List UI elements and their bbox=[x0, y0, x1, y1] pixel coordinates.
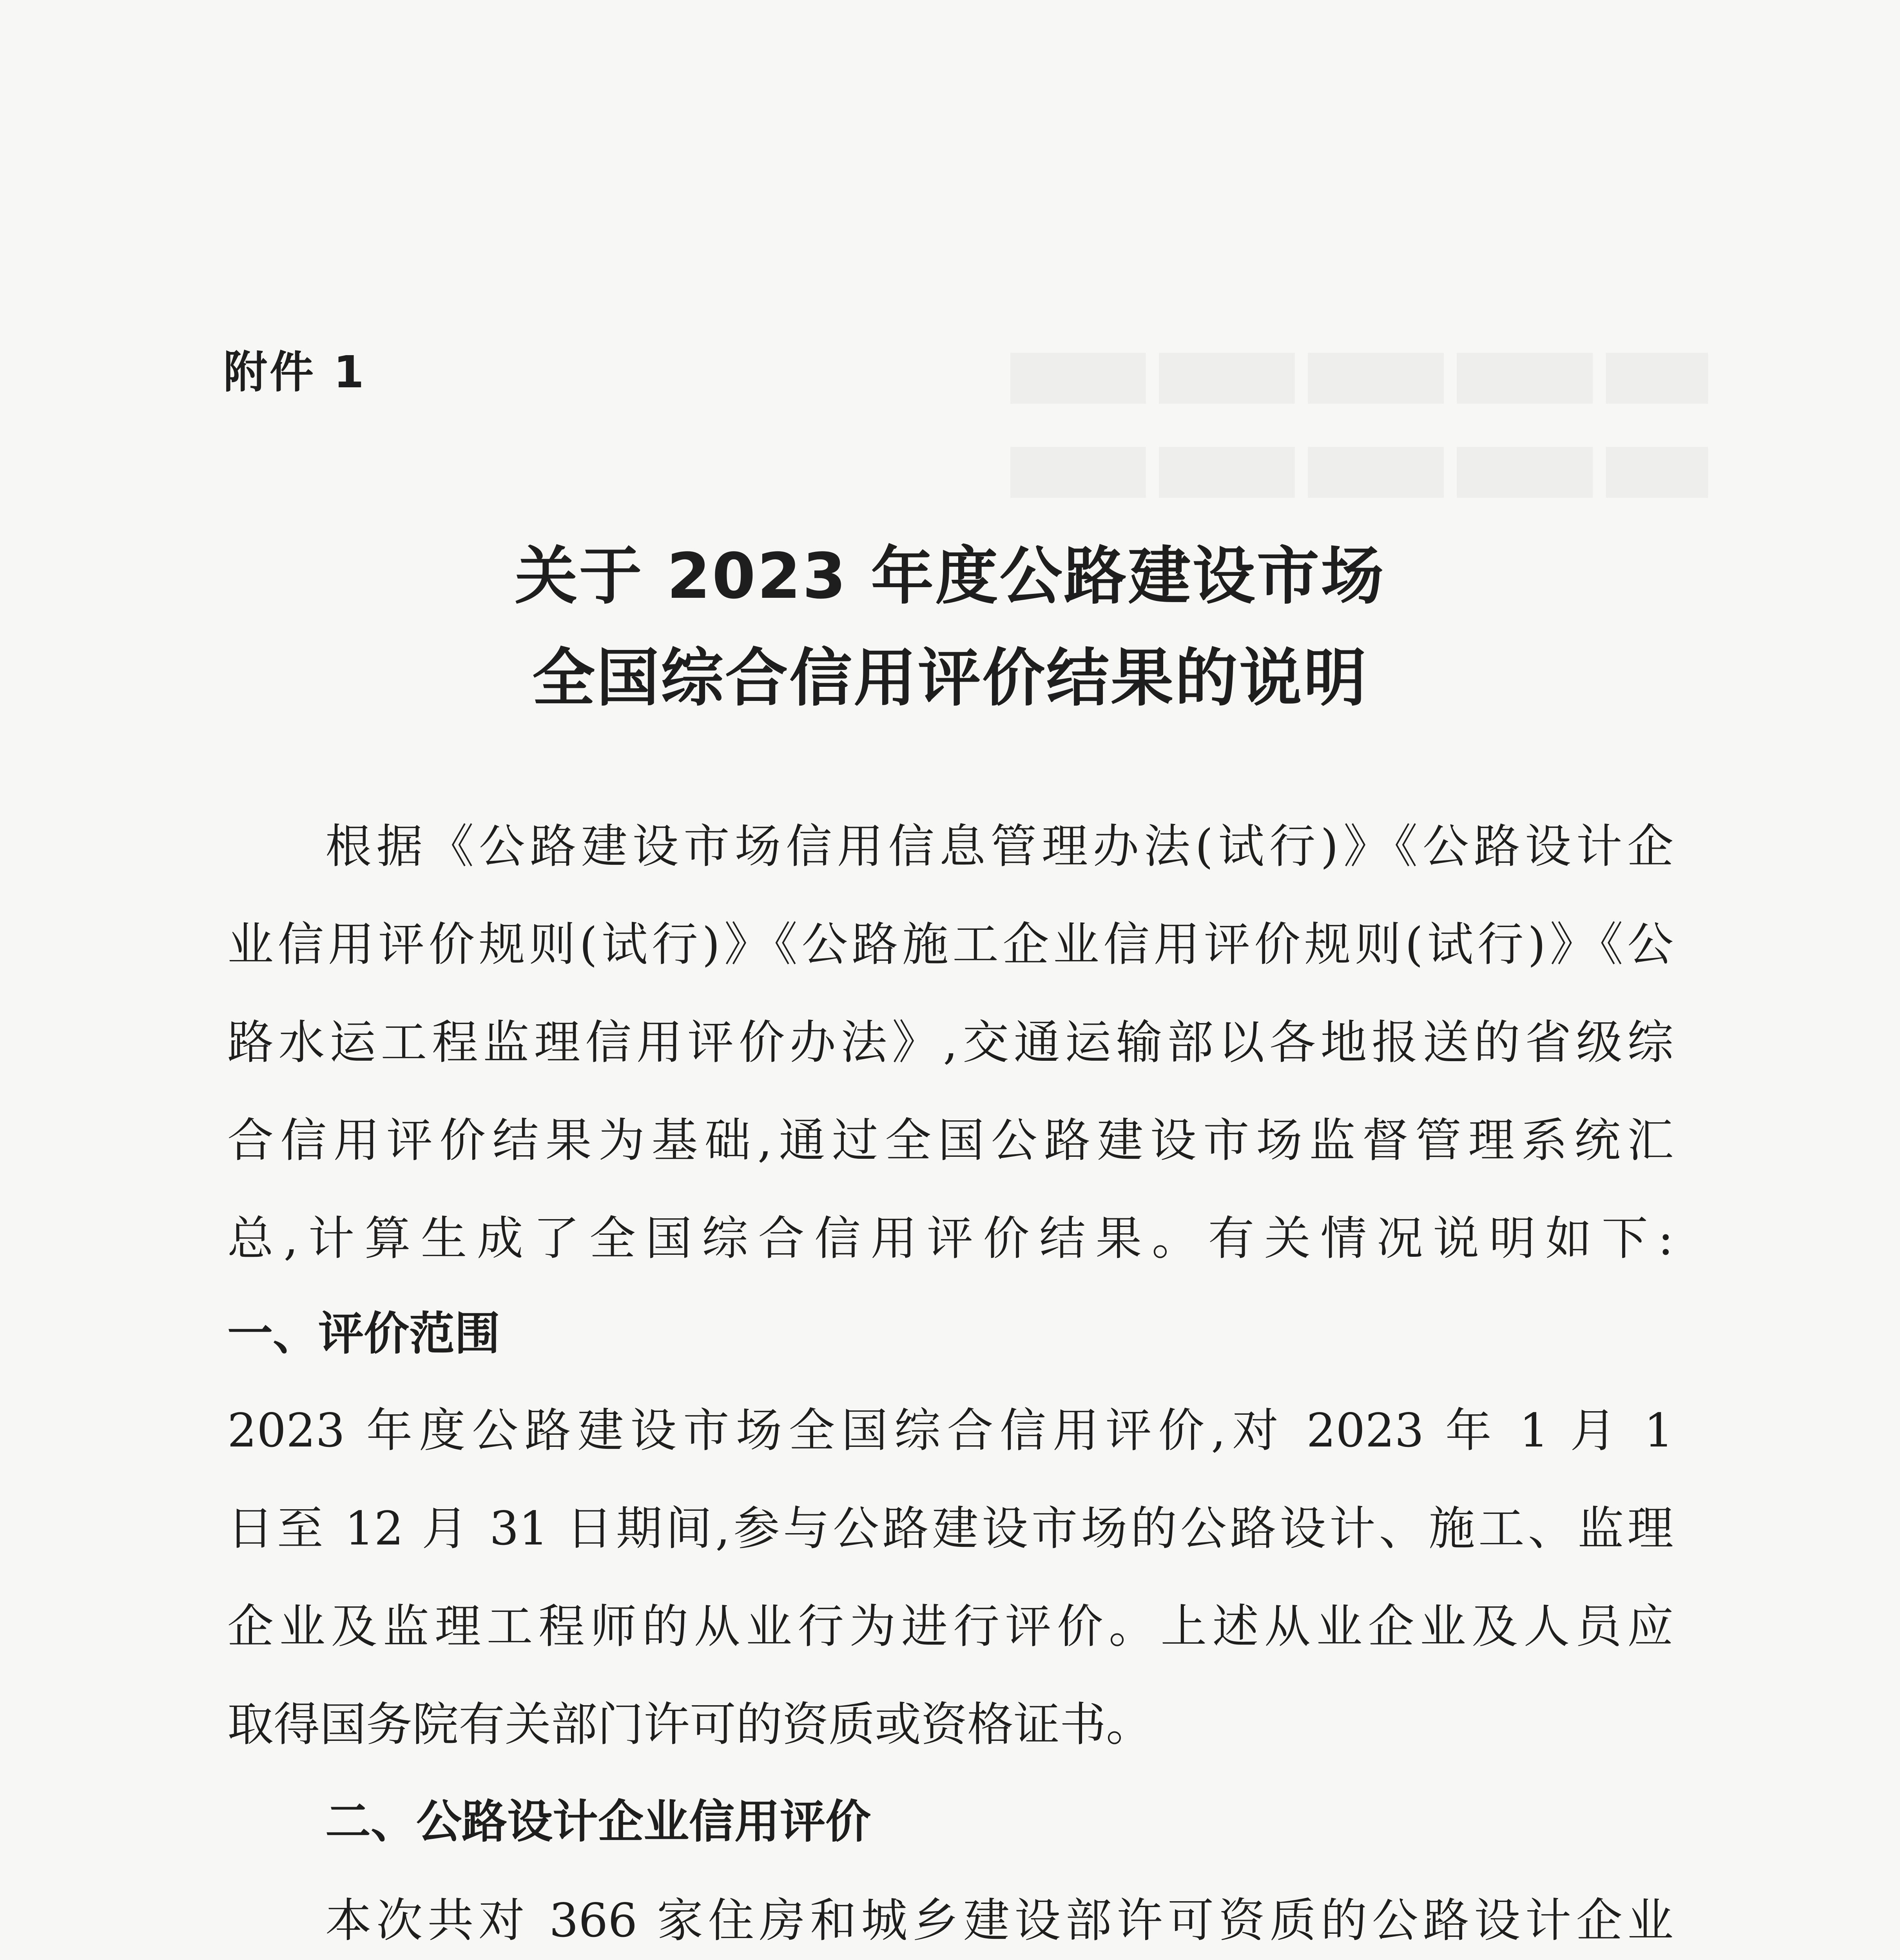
intro-paragraph-line: 总,计算生成了全国综合信用评价结果。有关情况说明如下: bbox=[227, 1211, 1673, 1265]
section-heading-design: 二、公路设计企业信用评价 bbox=[325, 1795, 871, 1848]
section-heading-scope: 一、评价范围 bbox=[227, 1307, 500, 1360]
intro-paragraph-line: 根据《公路建设市场信用信息管理办法(试行)》《公路设计企 bbox=[325, 819, 1673, 873]
document-title-line-1: 关于 2023 年度公路建设市场 bbox=[515, 539, 1385, 613]
section-paragraph-line: 本次共对 366 家住房和城乡建设部许可资质的公路设计企业 bbox=[325, 1893, 1673, 1947]
section-paragraph-line: 2023 年度公路建设市场全国综合信用评价,对 2023 年 1 月 1 bbox=[227, 1403, 1673, 1457]
section-paragraph-line: 企业及监理工程师的从业行为进行评价。上述从业企业及人员应 bbox=[227, 1599, 1673, 1653]
attachment-label: 附件 1 bbox=[223, 347, 366, 398]
intro-paragraph-line: 业信用评价规则(试行)》《公路施工企业信用评价规则(试行)》《公 bbox=[227, 917, 1673, 971]
section-paragraph-line: 取得国务院有关部门许可的资质或资格证书。 bbox=[227, 1697, 1153, 1751]
document-title-line-2: 全国综合信用评价结果的说明 bbox=[532, 641, 1368, 715]
bleed-through-text: ████ ████ ████ ████ ███ bbox=[1010, 447, 1708, 498]
bleed-through-text: ████ ████ ████ ████ ███ bbox=[1010, 353, 1708, 404]
section-paragraph-line: 日至 12 月 31 日期间,参与公路建设市场的公路设计、施工、监理 bbox=[227, 1501, 1673, 1555]
intro-paragraph-line: 合信用评价结果为基础,通过全国公路建设市场监督管理系统汇 bbox=[227, 1113, 1673, 1167]
intro-paragraph-line: 路水运工程监理信用评价办法》,交通运输部以各地报送的省级综 bbox=[227, 1015, 1673, 1069]
